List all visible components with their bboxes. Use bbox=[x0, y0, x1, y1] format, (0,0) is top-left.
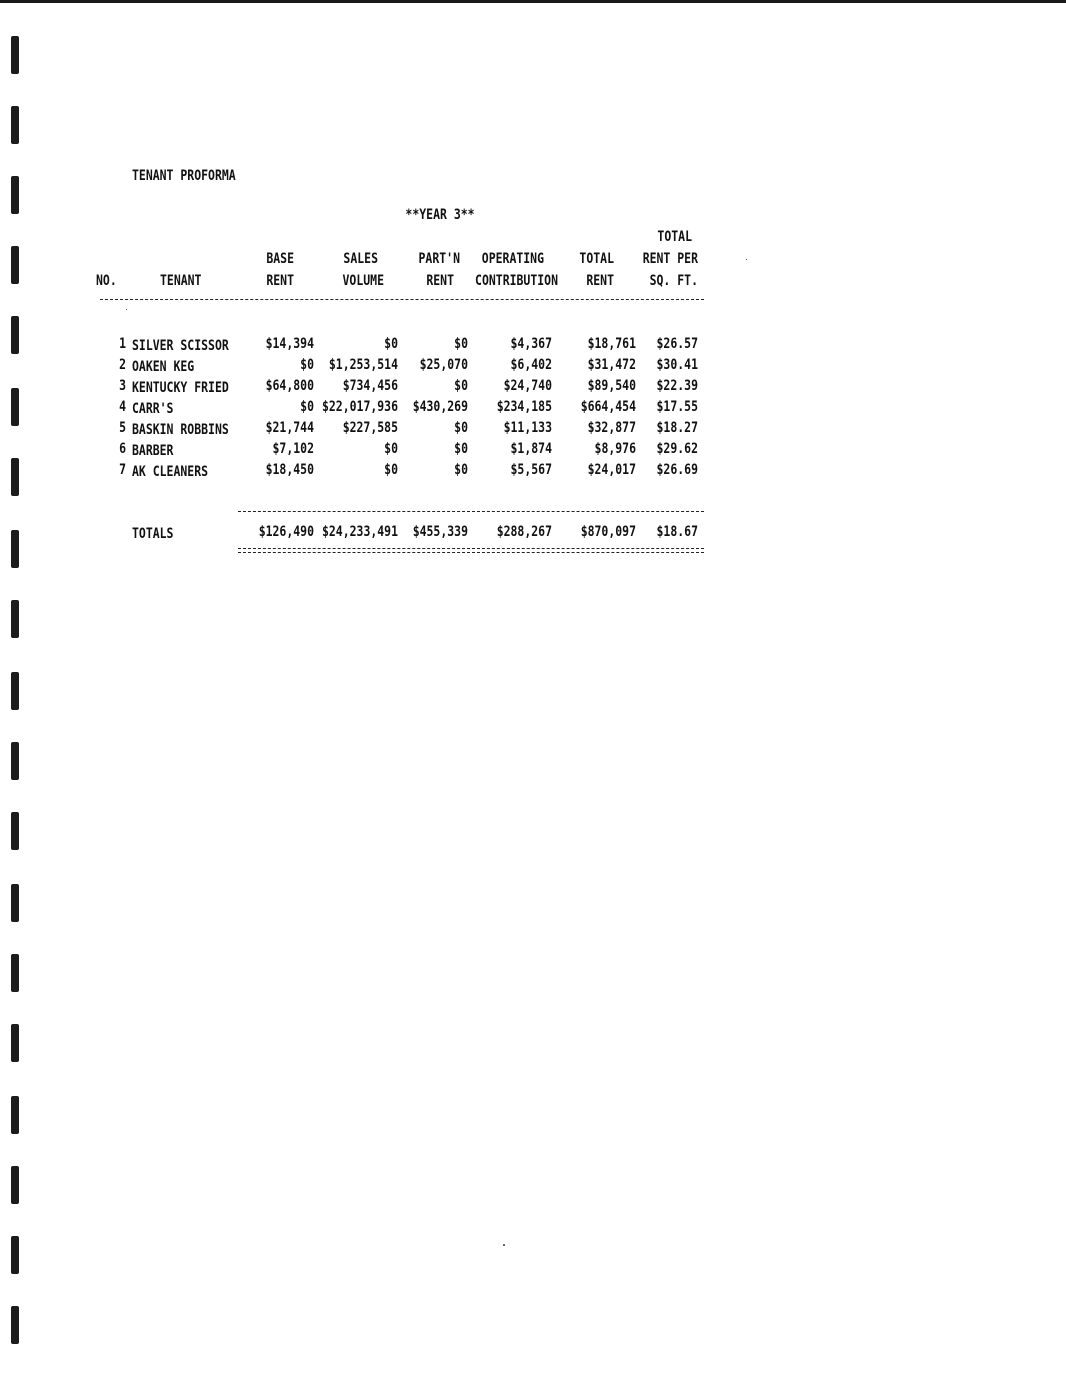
cell-no: 7 bbox=[119, 462, 126, 478]
cell-partn-rent: $0 bbox=[454, 462, 468, 478]
cell-no: 3 bbox=[119, 378, 126, 394]
cell-partn-rent: $25,070 bbox=[419, 357, 468, 373]
cell-no: 4 bbox=[119, 399, 126, 415]
cell-partn-rent: $0 bbox=[454, 420, 468, 436]
page-top-edge bbox=[0, 0, 1066, 3]
cell-operating: $5,567 bbox=[510, 462, 552, 478]
header-base-line2: RENT bbox=[266, 273, 294, 289]
cell-partn-rent: $0 bbox=[454, 441, 468, 457]
cell-total-rent: $8,976 bbox=[594, 441, 636, 457]
totals-sales-volume: $24,233,491 bbox=[321, 524, 398, 540]
header-sales-line2: VOLUME bbox=[342, 273, 384, 289]
cell-partn-rent: $430,269 bbox=[412, 399, 468, 415]
cell-base-rent: $14,394 bbox=[265, 336, 314, 352]
totals-label: TOTALS bbox=[132, 526, 174, 542]
binder-hole bbox=[11, 1166, 19, 1204]
header-partn-line1: PART'N bbox=[418, 251, 460, 267]
header-total-line1: TOTAL bbox=[579, 251, 614, 267]
header-divider bbox=[100, 299, 704, 300]
cell-operating: $1,874 bbox=[510, 441, 552, 457]
cell-sales-volume: $227,585 bbox=[342, 420, 398, 436]
cell-tenant: BASKIN ROBBINS bbox=[132, 422, 229, 438]
cell-operating: $4,367 bbox=[510, 336, 552, 352]
cell-base-rent: $21,744 bbox=[265, 420, 314, 436]
cell-partn-rent: $0 bbox=[454, 378, 468, 394]
cell-base-rent: $0 bbox=[300, 357, 314, 373]
binder-hole bbox=[11, 672, 19, 710]
cell-per-sqft: $30.41 bbox=[656, 357, 698, 373]
binder-hole bbox=[11, 530, 19, 568]
binder-hole bbox=[11, 1306, 19, 1344]
cell-operating: $11,133 bbox=[503, 420, 552, 436]
cell-tenant: BARBER bbox=[132, 443, 174, 459]
totals-base-rent: $126,490 bbox=[258, 524, 314, 540]
binder-hole bbox=[11, 812, 19, 850]
binder-hole bbox=[11, 246, 19, 284]
totals-operating: $288,267 bbox=[496, 524, 552, 540]
cell-per-sqft: $18.27 bbox=[656, 420, 698, 436]
cell-no: 6 bbox=[119, 441, 126, 457]
binder-hole bbox=[11, 388, 19, 426]
cell-per-sqft: $29.62 bbox=[656, 441, 698, 457]
binder-hole bbox=[11, 106, 19, 144]
cell-total-rent: $664,454 bbox=[580, 399, 636, 415]
header-base-line1: BASE bbox=[266, 251, 294, 267]
binder-hole bbox=[11, 1096, 19, 1134]
cell-no: 1 bbox=[119, 336, 126, 352]
cell-base-rent: $0 bbox=[300, 399, 314, 415]
cell-no: 2 bbox=[119, 357, 126, 373]
cell-per-sqft: $26.57 bbox=[656, 336, 698, 352]
cell-total-rent: $24,017 bbox=[587, 462, 636, 478]
paper-speck bbox=[746, 259, 747, 260]
totals-divider bbox=[238, 511, 704, 512]
cell-sales-volume: $1,253,514 bbox=[328, 357, 398, 373]
binder-hole bbox=[11, 600, 19, 638]
cell-operating: $234,185 bbox=[496, 399, 552, 415]
paper-speck bbox=[126, 309, 127, 310]
cell-tenant: OAKEN KEG bbox=[132, 359, 195, 375]
cell-per-sqft: $26.69 bbox=[656, 462, 698, 478]
header-tenant: TENANT bbox=[160, 273, 202, 289]
cell-base-rent: $7,102 bbox=[272, 441, 314, 457]
header-partn-line2: RENT bbox=[426, 273, 454, 289]
document-title: TENANT PROFORMA bbox=[132, 168, 236, 184]
year-label: **YEAR 3** bbox=[405, 207, 475, 223]
cell-sales-volume: $0 bbox=[384, 441, 398, 457]
cell-sales-volume: $0 bbox=[384, 462, 398, 478]
cell-base-rent: $64,800 bbox=[265, 378, 314, 394]
header-persqft-line1: TOTAL bbox=[657, 229, 692, 245]
cell-tenant: AK CLEANERS bbox=[132, 464, 209, 480]
header-persqft-line3: SQ. FT. bbox=[649, 273, 698, 289]
binder-hole bbox=[11, 954, 19, 992]
binder-hole bbox=[11, 742, 19, 780]
header-operating-line2: CONTRIBUTION bbox=[475, 273, 558, 289]
header-operating-line1: OPERATING bbox=[481, 251, 544, 267]
cell-total-rent: $89,540 bbox=[587, 378, 636, 394]
cell-tenant: KENTUCKY FRIED bbox=[132, 380, 229, 396]
paper-speck bbox=[503, 1244, 505, 1246]
header-no: NO. bbox=[96, 273, 117, 289]
cell-tenant: CARR'S bbox=[132, 401, 174, 417]
cell-operating: $24,740 bbox=[503, 378, 552, 394]
totals-total-rent: $870,097 bbox=[580, 524, 636, 540]
cell-per-sqft: $17.55 bbox=[656, 399, 698, 415]
cell-total-rent: $32,877 bbox=[587, 420, 636, 436]
totals-partn-rent: $455,339 bbox=[412, 524, 468, 540]
binder-hole bbox=[11, 316, 19, 354]
cell-sales-volume: $22,017,936 bbox=[321, 399, 398, 415]
header-total-line2: RENT bbox=[586, 273, 614, 289]
totals-double-rule bbox=[238, 548, 704, 553]
binder-hole bbox=[11, 1024, 19, 1062]
header-sales-line1: SALES bbox=[343, 251, 378, 267]
cell-operating: $6,402 bbox=[510, 357, 552, 373]
cell-sales-volume: $734,456 bbox=[342, 378, 398, 394]
binder-hole bbox=[11, 1236, 19, 1274]
binder-hole bbox=[11, 458, 19, 496]
binder-hole bbox=[11, 36, 19, 74]
totals-per-sqft: $18.67 bbox=[656, 524, 698, 540]
cell-sales-volume: $0 bbox=[384, 336, 398, 352]
cell-base-rent: $18,450 bbox=[265, 462, 314, 478]
cell-no: 5 bbox=[119, 420, 126, 436]
cell-partn-rent: $0 bbox=[454, 336, 468, 352]
cell-total-rent: $31,472 bbox=[587, 357, 636, 373]
cell-per-sqft: $22.39 bbox=[656, 378, 698, 394]
header-persqft-line2: RENT PER bbox=[642, 251, 698, 267]
cell-total-rent: $18,761 bbox=[587, 336, 636, 352]
cell-tenant: SILVER SCISSOR bbox=[132, 338, 229, 354]
binder-hole bbox=[11, 176, 19, 214]
binder-hole bbox=[11, 884, 19, 922]
